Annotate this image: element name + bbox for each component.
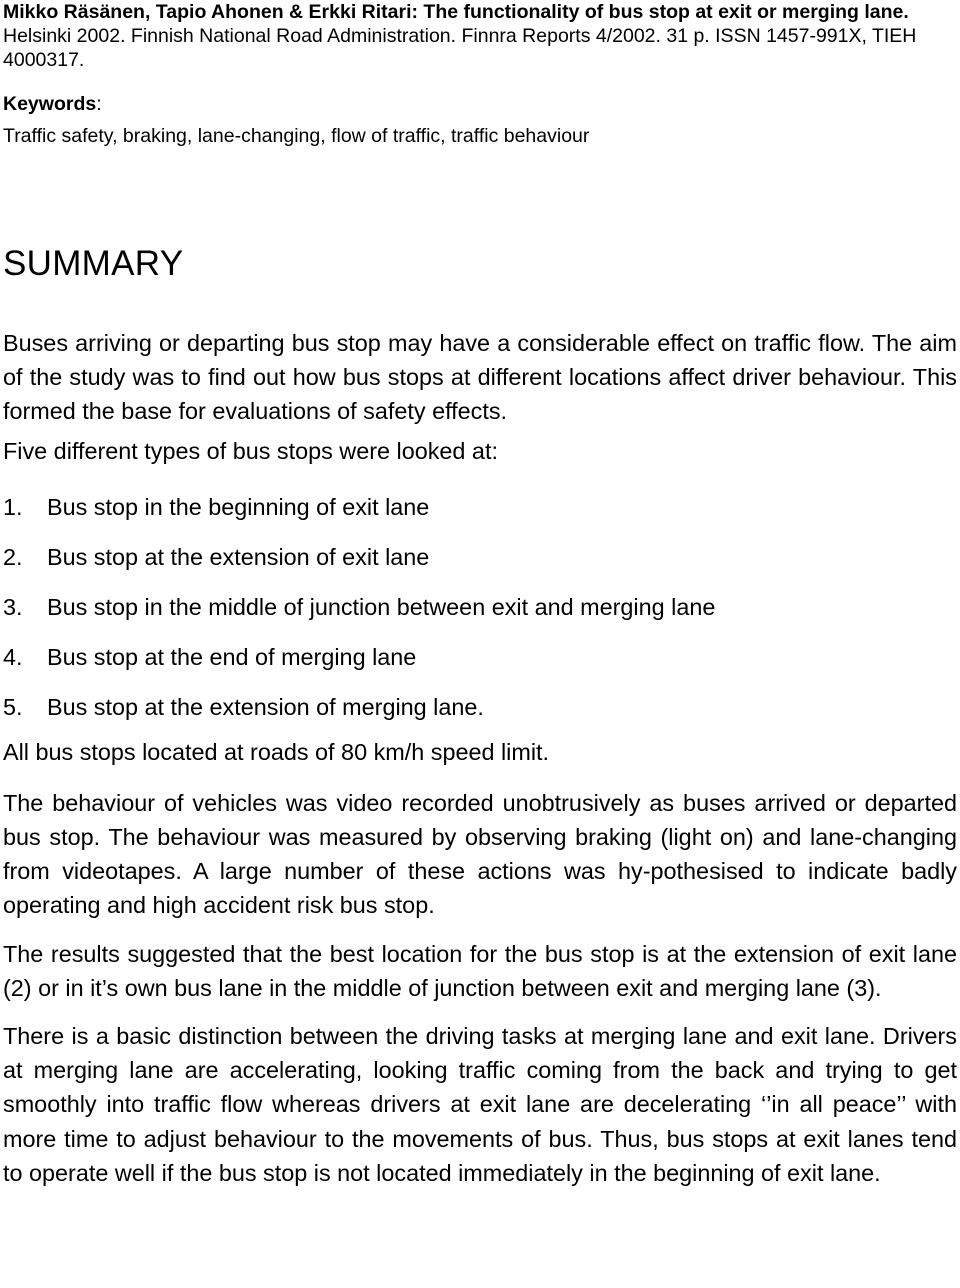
keywords-text: Traffic safety, braking, lane-changing, flow of traffic, traffic behaviour [3,125,590,147]
citation-authors-title: Mikko Räsänen, Tapio Ahonen & Erkki Ritari: The functionality of bus stop at exit or merging lane. [3,1,909,23]
list-item-number: 3. [3,593,23,620]
list-item [3,632,957,682]
list-item-text: Bus stop at the end of merging lane [47,643,417,670]
list-item-number: 4. [3,643,23,670]
list-item [3,482,957,532]
summary-intro-paragraph: Buses arriving or departing bus stop may have a considerable effect on traffic flow. The aim of the study was to find out how bus stops at different locations affect driver behaviour. This formed the base for evaluations of safety effects. [3,330,957,425]
list-item-text: Bus stop in the middle of junction between exit and merging lane [47,593,716,620]
keywords-word: Keywords [3,93,97,115]
list-item-number: 2. [3,543,23,570]
list-item-text: Bus stop at the extension of merging lane. [47,693,484,720]
summary-heading: SUMMARY [3,244,184,283]
list-item [3,532,957,582]
keywords-label [3,92,957,116]
bus-stop-types-list [3,482,957,732]
citation-publication: Helsinki 2002. Finnish National Road Administration. Finnra Reports 4/2002. 31 p. ISSN 1457-991X, TIEH 4000317. [3,25,917,71]
list-item [3,682,957,732]
document-page [3,0,957,1190]
list-item-number: 1. [3,493,23,520]
results-paragraph: The results suggested that the best location for the bus stop is at the extension of exit lane (2) or in it’s own bus lane in the middle of junction between exit and merging lane (3). [3,940,957,1001]
keywords-colon: : [96,93,102,115]
list-item [3,582,957,632]
speed-limit-paragraph: All bus stops located at roads of 80 km/h speed limit. [3,738,550,765]
list-item-number: 5. [3,693,23,720]
distinction-paragraph: There is a basic distinction between the driving tasks at merging lane and exit lane. Drivers at merging lane are accelerating, looking traffic coming from the back and trying to get smoothly into traffic flow whereas drivers at exit lane are decelerating ‘’in all peace’’ with more time to adjust behaviour to the movements of bus. Thus, bus stops at exit lanes tend to operate well if the bus stop is not located immediately in the beginning of exit lane. [3,1023,957,1186]
bus-stop-types-intro: Five different types of bus stops were looked at: [3,437,498,464]
behaviour-paragraph: The behaviour of vehicles was video recorded unobtrusively as buses arrived or departed bus stop. The behaviour was measured by observing braking (light on) and lane-changing from videotapes. A large number of these actions was hy-pothesised to indicate badly operating and high accident risk bus stop. [3,789,957,919]
list-item-text: Bus stop in the beginning of exit lane [47,493,430,520]
citation [3,0,957,72]
list-item-text: Bus stop at the extension of exit lane [47,543,430,570]
